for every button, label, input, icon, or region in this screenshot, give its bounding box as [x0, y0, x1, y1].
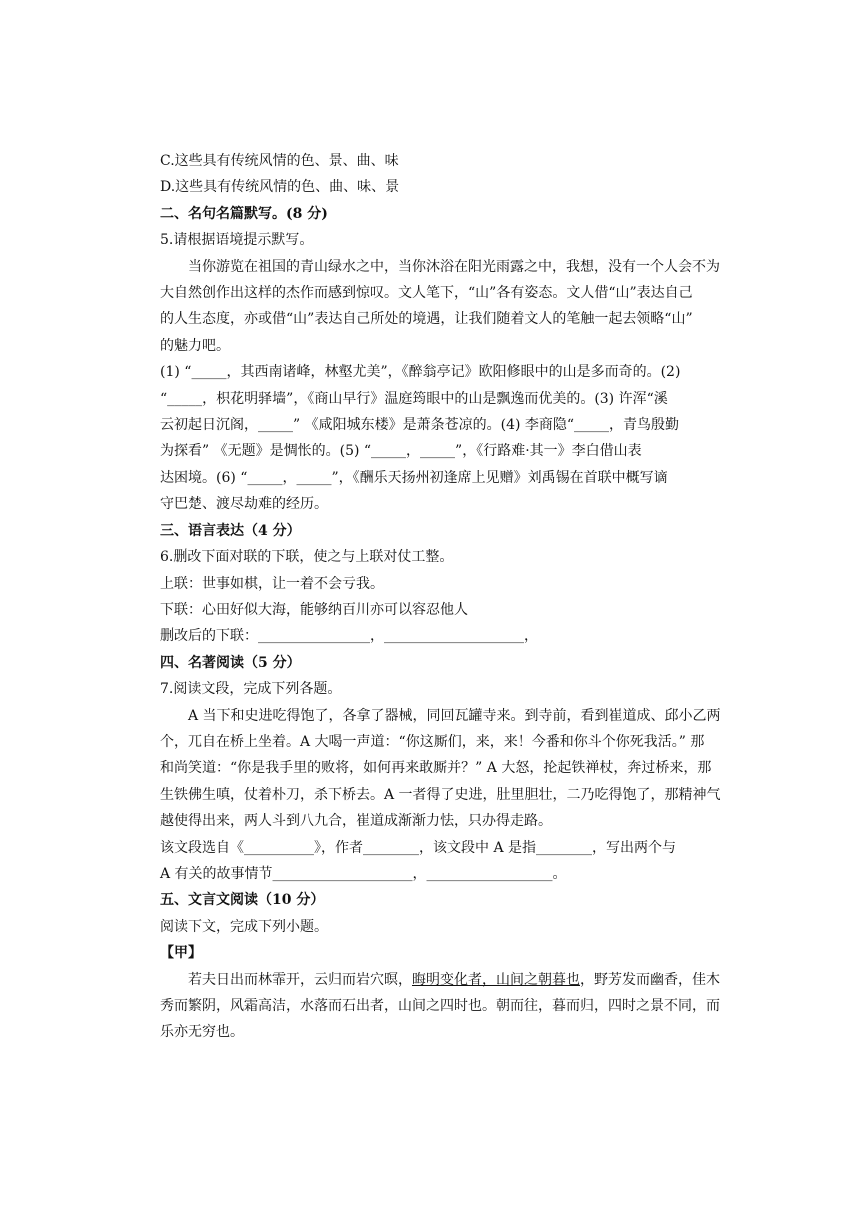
passage-jia-text: 若夫日出而林霏开，云归而岩穴暝，: [188, 971, 412, 988]
option-d: D.这些具有传统风情的色、曲、味、景: [160, 179, 400, 196]
passage-jia-line: 乐亦无穷也。: [160, 1024, 244, 1041]
question-5-item-line: 达困境。(6) “_____，_____”，《酬乐天扬州初逢席上见赠》刘禹锡在首联中概写谪: [160, 469, 668, 486]
question-5-passage-line: 当你游览在祖国的青山绿水之中，当你沐浴在阳光雨露之中，我想，没有一个人会不为: [188, 258, 720, 275]
section-5-heading: 五、文言文阅读（10 分）: [160, 892, 325, 909]
passage-jia-line: [160, 967, 720, 993]
question-5-passage-line: 的人生态度，亦或借“山”表达自己所处的境遇，让我们随着文人的笔触一起去领略“山”: [160, 311, 693, 328]
question-7-prompt: 7.阅读文段，完成下列各题。: [160, 681, 342, 698]
question-7-passage-line: A 当下和史进吃得饱了，各拿了器械，同回瓦罐寺来。到寺前，看到崔道成、邱小乙两: [188, 707, 721, 724]
question-5-item-line: 守巴楚、渡尽劫难的经历。: [160, 496, 328, 513]
question-7-passage-line: 生铁佛生嗔，仗着朴刀，杀下桥去。A 一者得了史进，肚里胆壮，二乃吃得饱了，那精神气: [160, 786, 721, 803]
couplet-answer-blank: 删改后的下联：________________，____________________，: [160, 628, 538, 645]
page-content: [160, 148, 720, 1046]
question-5-item-line: 云初起日沉阁，_____” 《咸阳城东楼》是萧条苍凉的。(4) 李商隐“_____，青鸟殷勤: [160, 417, 680, 434]
question-7-passage-line: 个，兀自在桥上坐着。A 大喝一声道：“你这厮们，来，来！今番和你斗个你死我活。” 那: [160, 733, 705, 750]
question-6-prompt: 6.删改下面对联的下联，使之与上联对仗工整。: [160, 549, 454, 566]
question-5-passage-line: 大自然创作出这样的杰作而感到惊叹。文人笔下，“山”各有姿态。文人借“山”表达自己: [160, 285, 693, 302]
section-2-heading: 二、名句名篇默写。(8 分): [160, 205, 328, 222]
question-7-answer-line: 该文段选自《__________》，作者________，该文段中 A 是指________，写出两个与: [160, 839, 677, 856]
question-7-passage-line: 和尚笑道：“你是我手里的败将，如何再来敢厮并？” A 大怒，抡起铁禅杖，奔过桥来，那: [160, 760, 712, 777]
question-5-prompt: 5.请根据语境提示默写。: [160, 232, 314, 249]
option-c: C.这些具有传统风情的色、景、曲、味: [160, 153, 399, 169]
question-5-item-line: 为探看” 《无题》是惆怅的。(5) “_____，_____”，《行路难·其一》李白借山表: [160, 443, 642, 460]
question-8-prompt: 阅读下文，完成下列小题。: [160, 918, 328, 935]
question-5-item-line: (1) “_____，其西南诸峰，林壑尤美”，《醉翁亭记》欧阳修眼中的山是多而奇的。(2): [160, 364, 681, 381]
underlined-sentence: 晦明变化者，山间之朝暮也: [412, 971, 580, 988]
passage-jia-text: ，野芳发而幽香，佳木: [580, 971, 720, 988]
section-4-heading: 四、名著阅读（5 分）: [160, 654, 301, 671]
question-5-passage-line: 的魅力吧。: [160, 337, 230, 354]
couplet-lower: 下联：心田好似大海，能够纳百川亦可以容忍他人: [160, 601, 468, 618]
question-5-item-line: “_____，枳花明驿墙”，《商山早行》温庭筠眼中的山是飘逸而优美的。(3) 许浑“溪: [160, 390, 668, 407]
passage-jia-label: 【甲】: [160, 945, 202, 962]
couplet-upper: 上联：世事如棋，让一着不会亏我。: [160, 575, 384, 592]
question-7-passage-line: 越使得出来，两人斗到八九合，崔道成渐渐力怯，只办得走路。: [160, 813, 552, 830]
passage-jia-line: 秀而繁阴，风霜高洁，水落而石出者，山间之四时也。朝而往，暮而归，四时之景不同，而: [160, 998, 720, 1014]
question-7-answer-line: A 有关的故事情节____________________，__________________。: [160, 865, 567, 882]
section-3-heading: 三、语言表达（4 分）: [160, 522, 301, 539]
